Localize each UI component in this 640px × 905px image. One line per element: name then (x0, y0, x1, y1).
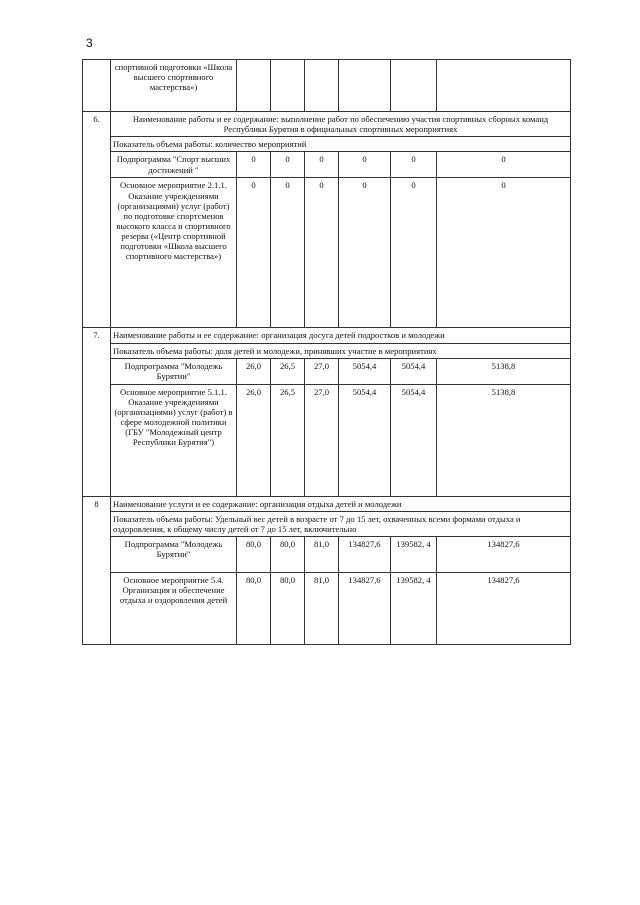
value-cell: 80,0 (271, 537, 305, 573)
value-cell: 26,5 (271, 384, 305, 496)
indicator-text: Показатель объема работы: Удельный вес детей в возрасте от 7 до 15 лет, охваченных всеми формами отдыха и оздоровления, к общему числу детей от 7 до 15 лет, включительно (111, 511, 571, 536)
section-number: 6. (83, 112, 111, 328)
value-cell: 0 (339, 178, 391, 328)
item-name: Подпрограмма "Спорт высших достижений " (111, 152, 237, 178)
section-6-indicator (83, 137, 571, 152)
value-cell: 80,0 (237, 573, 271, 645)
value-cell: 5054,4 (391, 384, 437, 496)
value-cell: 80,0 (237, 537, 271, 573)
value-cell: 0 (437, 178, 571, 328)
table-row (83, 384, 571, 496)
value-cell: 134827,6 (339, 573, 391, 645)
item-name: Основное мероприятие 2.1.1. Оказание учреждениями (организациями) услуг (работ) по подготовке спортсменов высокого класса и спортивного резерва («Центр спортивной подготовки «Школа высшего спортивного мастерства») (111, 178, 237, 328)
item-name: Подпрограмма "Молодежь Бурятии" (111, 537, 237, 573)
value-cell: 134827,6 (437, 537, 571, 573)
value-cell: 26,0 (237, 358, 271, 384)
section-6-header (83, 112, 571, 137)
value-cell: 0 (271, 178, 305, 328)
section-8-header (83, 496, 571, 511)
value-cell: 134827,6 (339, 537, 391, 573)
value-cell: 27,0 (305, 358, 339, 384)
section-title: Наименование работы и ее содержание: выполнение работ по обеспечению участия спортивных сборных команд Республики Бурятия в официальных спортивных мероприятиях (111, 112, 571, 137)
value-cell: 0 (305, 178, 339, 328)
value-cell: 0 (305, 152, 339, 178)
section-title: Наименование работы и ее содержание: организация досуга детей подростков и молодежи (111, 328, 571, 343)
value-cell: 27,0 (305, 384, 339, 496)
value-cell: 5138,8 (437, 358, 571, 384)
section-7-header (83, 328, 571, 343)
row-number-cell (83, 60, 111, 112)
table-row (83, 60, 571, 112)
section-number: 8 (83, 496, 111, 644)
value-cell: 80,0 (271, 573, 305, 645)
value-cell: 26,0 (237, 384, 271, 496)
value-cell: 0 (391, 152, 437, 178)
section-8-indicator (83, 511, 571, 536)
section-number: 7. (83, 328, 111, 496)
value-cell: 5054,4 (339, 384, 391, 496)
value-cell: 5054,4 (391, 358, 437, 384)
value-cell: 81,0 (305, 573, 339, 645)
value-cell: 0 (237, 178, 271, 328)
value-cell: 0 (437, 152, 571, 178)
section-7-indicator (83, 343, 571, 358)
program-table (82, 59, 571, 645)
table-row (83, 152, 571, 178)
value-cell: 5054,4 (339, 358, 391, 384)
value-cell: 139582, 4 (391, 537, 437, 573)
table-row (83, 178, 571, 328)
section-title: Наименование услуги и ее содержание: организация отдыха детей и молодежи (111, 496, 571, 511)
value-cell: 0 (237, 152, 271, 178)
value-cell: 81,0 (305, 537, 339, 573)
value-cell: 0 (271, 152, 305, 178)
table-row (83, 537, 571, 573)
page-number: 3 (86, 36, 93, 50)
indicator-text: Показатель объема работы: доля детей и молодежи, принявших участие в мероприятиях (111, 343, 571, 358)
value-cell: 0 (391, 178, 437, 328)
table-row (83, 358, 571, 384)
item-name: Основное мероприятие 5.4. Организация и обеспечение отдыха и оздоровления детей (111, 573, 237, 645)
value-cell: 0 (339, 152, 391, 178)
item-name: спортивной подготовки «Школа высшего спортивного мастерства») (111, 60, 237, 112)
indicator-text: Показатель объема работы: количество мероприятий (111, 137, 571, 152)
item-name: Подпрограмма "Молодежь Бурятии" (111, 358, 237, 384)
item-name: Основное мероприятие 5.1.1. Оказание учреждениями (организациями) услуг (работ) в сфере молодежной политики (ГБУ "Молодежный центр Республики Бурятия") (111, 384, 237, 496)
value-cell: 5138,8 (437, 384, 571, 496)
value-cell: 134827,6 (437, 573, 571, 645)
value-cell: 139582, 4 (391, 573, 437, 645)
value-cell: 26,5 (271, 358, 305, 384)
table-row (83, 573, 571, 645)
